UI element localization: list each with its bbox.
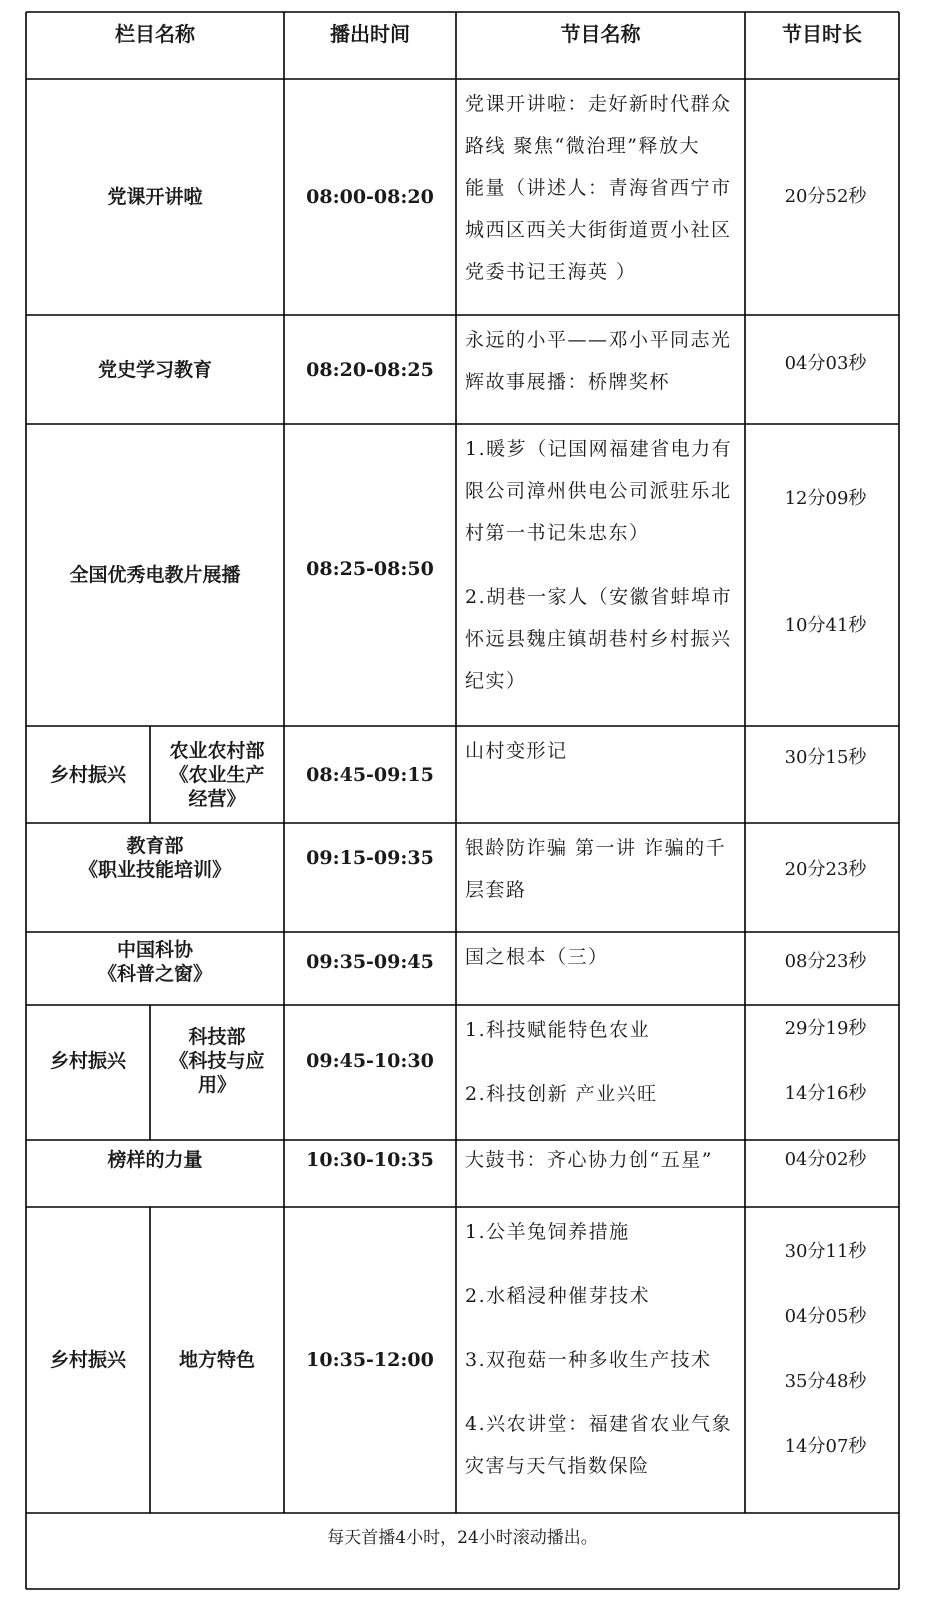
row7-subcolumn: 科技部 《科技与应 用》	[169, 1026, 265, 1096]
row1-column: 党课开讲啦	[107, 186, 203, 208]
row7-time: 09:45-10:30	[306, 1050, 434, 1072]
row4-duration: 30分15秒	[784, 747, 867, 768]
row7-duration-2: 14分16秒	[784, 1083, 867, 1104]
row2-time: 08:20-08:25	[306, 358, 434, 381]
row3-duration-2: 10分41秒	[784, 615, 867, 636]
row3-time: 08:25-08:50	[306, 558, 434, 580]
row4-subcolumn: 农业农村部 《农业生产 经营》	[169, 739, 265, 810]
row5-time: 09:15-09:35	[306, 847, 434, 869]
row2-column: 党史学习教育	[97, 358, 212, 381]
row9-duration-2: 04分05秒	[784, 1306, 867, 1327]
row3-duration-1: 12分09秒	[784, 488, 867, 509]
row9-time: 10:35-12:00	[306, 1349, 434, 1371]
row7-duration-1: 29分19秒	[784, 1018, 867, 1039]
row6-program: 国之根本（三）	[465, 946, 609, 968]
row6-duration: 08分23秒	[784, 951, 867, 972]
row4-time: 08:45-09:15	[306, 763, 434, 786]
row2-duration: 04分03秒	[784, 353, 867, 374]
row2-program: 永远的小平——邓小平同志光 辉故事展播：桥牌奖杯	[465, 329, 732, 393]
row4-column: 乡村振兴	[49, 763, 126, 786]
row9-subcolumn: 地方特色	[178, 1349, 255, 1371]
row3-program: 1.暖芗（记国网福建省电力有 限公司漳州供电公司派驻乐北 村第一书记朱忠东） 2.胡巷一家人（安徽省蚌埠市 怀远县魏庄镇胡巷村乡村振兴 纪实）	[465, 438, 733, 692]
row1-program: 党课开讲啦：走好新时代群众 路线 聚焦“微治理”释放大 能量（讲述人：青海省西宁市 城西区西关大街街道贾小社区 党委书记王海英 ）	[465, 93, 732, 283]
row8-column: 榜样的力量	[107, 1149, 203, 1171]
row3-column: 全国优秀电教片展播	[69, 564, 241, 586]
row5-column: 教育部 《职业技能培训》	[78, 834, 231, 881]
row9-duration-3: 35分48秒	[784, 1371, 867, 1392]
header-duration: 节目时长	[782, 22, 862, 46]
header-program-name: 节目名称	[560, 22, 641, 46]
row7-program: 1.科技赋能特色农业 2.科技创新 产业兴旺	[465, 1019, 658, 1105]
row6-column: 中国科协 《科普之窗》	[97, 939, 212, 985]
footer-note: 每天首播4小时，24小时滚动播出。	[327, 1528, 598, 1548]
row1-time: 08:00-08:20	[306, 186, 434, 208]
row8-program: 大鼓书：齐心协力创“五星”	[465, 1149, 713, 1171]
row1-duration: 20分52秒	[784, 186, 867, 207]
header-column-name: 栏目名称	[115, 22, 195, 46]
row4-program: 山村变形记	[465, 740, 568, 762]
row9-column: 乡村振兴	[49, 1349, 126, 1371]
row5-duration: 20分23秒	[784, 859, 867, 880]
row6-time: 09:35-09:45	[306, 951, 434, 973]
row9-duration-4: 14分07秒	[784, 1436, 867, 1457]
row8-time: 10:30-10:35	[306, 1149, 434, 1171]
header-air-time: 播出时间	[330, 22, 410, 46]
row5-program: 银龄防诈骗 第一讲 诈骗的千 层套路	[465, 837, 727, 901]
row8-duration: 04分02秒	[784, 1149, 867, 1170]
row9-duration-1: 30分11秒	[784, 1241, 867, 1262]
row9-program: 1.公羊兔饲养措施 2.水稻浸种催芽技术 3.双孢菇一种多收生产技术 4.兴农讲堂：福建省农业气象 灾害与天气指数保险	[465, 1221, 733, 1477]
row7-column: 乡村振兴	[49, 1050, 126, 1072]
